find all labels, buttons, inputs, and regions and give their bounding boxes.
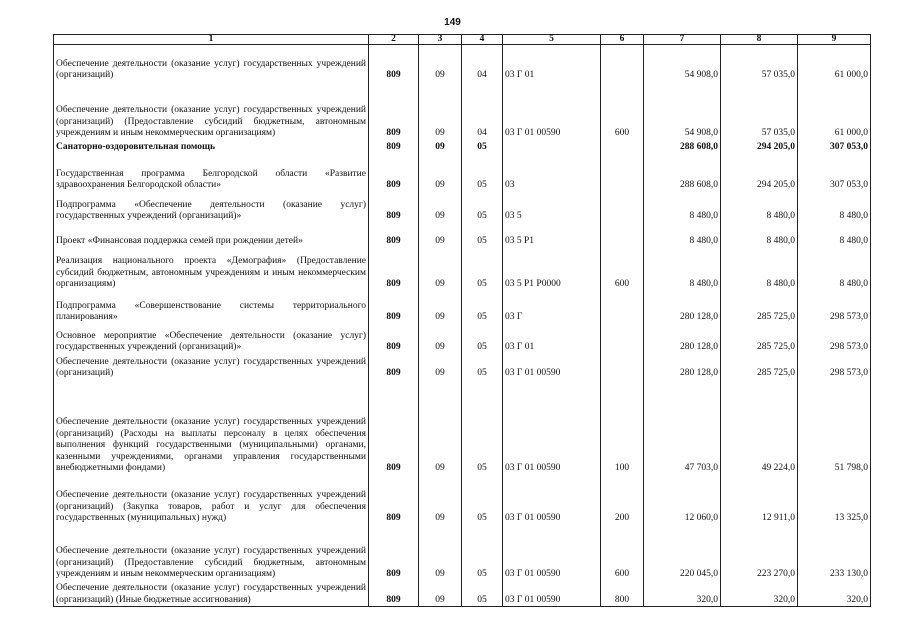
cell-amount-year3: 298 573,0 bbox=[798, 354, 871, 380]
cell-amount-year2: 57 035,0 bbox=[721, 82, 798, 140]
cell-amount-year3: 8 480,0 bbox=[798, 192, 871, 223]
cell-expense-type: 200 bbox=[601, 475, 644, 525]
cell-target-article: 03 Г 01 00590 bbox=[503, 354, 601, 380]
cell-amount-year2: 320,0 bbox=[721, 581, 798, 607]
cell-subsection: 04 bbox=[462, 45, 503, 82]
cell-amount-year3: 51 798,0 bbox=[798, 380, 871, 475]
cell-admin-code: 809 bbox=[369, 248, 419, 291]
cell-amount-year2: 223 270,0 bbox=[721, 525, 798, 581]
header-cell: 1 bbox=[54, 35, 369, 45]
cell-subsection: 05 bbox=[462, 324, 503, 354]
cell-target-article: 03 bbox=[503, 154, 601, 192]
row-description: Реализация национального проекта «Демография» (Предоставление субсидий бюджетным, автономным учреждениям и иным некоммерческим организациям) bbox=[54, 248, 369, 291]
row-description: Обеспечение деятельности (оказание услуг) государственных учреждений (организаций) (Предоставление субсидий бюджетным, автономным учреждениям и иным некоммерческим организациям) bbox=[54, 82, 369, 140]
cell-admin-code: 809 bbox=[369, 324, 419, 354]
cell-target-article: 03 Г 01 00590 bbox=[503, 525, 601, 581]
row-description: Обеспечение деятельности (оказание услуг) государственных учреждений (организаций) (Иные бюджетные ассигнования) bbox=[54, 581, 369, 607]
cell-amount-year1: 12 060,0 bbox=[644, 475, 721, 525]
cell-expense-type bbox=[601, 291, 644, 324]
cell-section: 09 bbox=[419, 223, 462, 248]
cell-target-article: 03 Г 01 00590 bbox=[503, 581, 601, 607]
table-row bbox=[54, 223, 871, 248]
row-description: Обеспечение деятельности (оказание услуг) государственных учреждений (организаций) bbox=[54, 354, 369, 380]
cell-amount-year2: 285 725,0 bbox=[721, 324, 798, 354]
cell-amount-year2: 8 480,0 bbox=[721, 192, 798, 223]
row-description: Обеспечение деятельности (оказание услуг) государственных учреждений (организаций) (Закупка товаров, работ и услуг для обеспечения государственных (муниципальных) нужд) bbox=[54, 475, 369, 525]
cell-amount-year3: 8 480,0 bbox=[798, 248, 871, 291]
cell-section: 09 bbox=[419, 525, 462, 581]
header-cell: 7 bbox=[644, 35, 721, 45]
cell-admin-code: 809 bbox=[369, 82, 419, 140]
page-number: 149 bbox=[444, 17, 461, 28]
cell-expense-type: 800 bbox=[601, 581, 644, 607]
cell-amount-year1: 54 908,0 bbox=[644, 45, 721, 82]
cell-amount-year1: 8 480,0 bbox=[644, 192, 721, 223]
cell-amount-year3: 61 000,0 bbox=[798, 45, 871, 82]
cell-target-article: 03 5 bbox=[503, 192, 601, 223]
cell-admin-code: 809 bbox=[369, 192, 419, 223]
row-description: Санаторно-оздоровительная помощь bbox=[54, 140, 369, 154]
cell-subsection: 05 bbox=[462, 525, 503, 581]
cell-amount-year2: 12 911,0 bbox=[721, 475, 798, 525]
cell-admin-code: 809 bbox=[369, 291, 419, 324]
cell-amount-year1: 320,0 bbox=[644, 581, 721, 607]
cell-expense-type bbox=[601, 140, 644, 154]
header-cell: 8 bbox=[721, 35, 798, 45]
cell-admin-code: 809 bbox=[369, 154, 419, 192]
cell-expense-type bbox=[601, 154, 644, 192]
table-row bbox=[54, 581, 871, 607]
cell-target-article: 03 5 P1 bbox=[503, 223, 601, 248]
cell-subsection: 05 bbox=[462, 581, 503, 607]
cell-target-article: 03 Г 01 00590 bbox=[503, 475, 601, 525]
table-row bbox=[54, 291, 871, 324]
cell-target-article: 03 Г 01 00590 bbox=[503, 380, 601, 475]
cell-amount-year1: 288 608,0 bbox=[644, 154, 721, 192]
cell-amount-year2: 8 480,0 bbox=[721, 248, 798, 291]
cell-section: 09 bbox=[419, 154, 462, 192]
cell-amount-year1: 54 908,0 bbox=[644, 82, 721, 140]
cell-amount-year1: 288 608,0 bbox=[644, 140, 721, 154]
cell-amount-year3: 8 480,0 bbox=[798, 223, 871, 248]
cell-section: 09 bbox=[419, 140, 462, 154]
cell-amount-year2: 8 480,0 bbox=[721, 223, 798, 248]
cell-expense-type bbox=[601, 45, 644, 82]
cell-amount-year1: 47 703,0 bbox=[644, 380, 721, 475]
cell-amount-year1: 220 045,0 bbox=[644, 525, 721, 581]
cell-amount-year2: 294 205,0 bbox=[721, 140, 798, 154]
cell-section: 09 bbox=[419, 82, 462, 140]
cell-section: 09 bbox=[419, 380, 462, 475]
cell-expense-type bbox=[601, 192, 644, 223]
cell-section: 09 bbox=[419, 192, 462, 223]
cell-section: 09 bbox=[419, 581, 462, 607]
table-row bbox=[54, 154, 871, 192]
header-cell: 2 bbox=[369, 35, 419, 45]
table-row bbox=[54, 192, 871, 223]
cell-amount-year2: 57 035,0 bbox=[721, 45, 798, 82]
cell-admin-code: 809 bbox=[369, 380, 419, 475]
cell-expense-type: 100 bbox=[601, 380, 644, 475]
cell-target-article: 03 Г 01 00590 bbox=[503, 82, 601, 140]
cell-target-article bbox=[503, 140, 601, 154]
cell-amount-year3: 307 053,0 bbox=[798, 140, 871, 154]
cell-subsection: 05 bbox=[462, 380, 503, 475]
table-row bbox=[54, 380, 871, 475]
cell-admin-code: 809 bbox=[369, 581, 419, 607]
cell-amount-year2: 285 725,0 bbox=[721, 291, 798, 324]
row-description: Обеспечение деятельности (оказание услуг) государственных учреждений (организаций) (Предоставление субсидий бюджетным, автономным учреждениям и иным некоммерческим организациям) bbox=[54, 525, 369, 581]
table-row bbox=[54, 525, 871, 581]
cell-expense-type: 600 bbox=[601, 525, 644, 581]
header-cell: 5 bbox=[503, 35, 601, 45]
header-cell: 4 bbox=[462, 35, 503, 45]
cell-admin-code: 809 bbox=[369, 140, 419, 154]
row-description: Проект «Финансовая поддержка семей при рождении детей» bbox=[54, 223, 369, 248]
cell-amount-year2: 285 725,0 bbox=[721, 354, 798, 380]
cell-expense-type bbox=[601, 354, 644, 380]
cell-amount-year1: 280 128,0 bbox=[644, 324, 721, 354]
cell-target-article: 03 Г bbox=[503, 291, 601, 324]
cell-section: 09 bbox=[419, 354, 462, 380]
cell-subsection: 05 bbox=[462, 291, 503, 324]
budget-table bbox=[53, 34, 871, 607]
cell-subsection: 05 bbox=[462, 192, 503, 223]
cell-section: 09 bbox=[419, 324, 462, 354]
table-row bbox=[54, 324, 871, 354]
cell-amount-year2: 294 205,0 bbox=[721, 154, 798, 192]
cell-amount-year3: 61 000,0 bbox=[798, 82, 871, 140]
cell-expense-type: 600 bbox=[601, 248, 644, 291]
cell-subsection: 05 bbox=[462, 475, 503, 525]
cell-section: 09 bbox=[419, 291, 462, 324]
table-row bbox=[54, 82, 871, 140]
cell-section: 09 bbox=[419, 248, 462, 291]
row-description: Подпрограмма «Обеспечение деятельности (оказание услуг) государственных учреждений (организаций)» bbox=[54, 192, 369, 223]
cell-amount-year1: 280 128,0 bbox=[644, 354, 721, 380]
cell-target-article: 03 Г 01 bbox=[503, 45, 601, 82]
cell-amount-year3: 320,0 bbox=[798, 581, 871, 607]
cell-expense-type: 600 bbox=[601, 82, 644, 140]
cell-section: 09 bbox=[419, 475, 462, 525]
header-cell: 6 bbox=[601, 35, 644, 45]
cell-subsection: 05 bbox=[462, 354, 503, 380]
cell-admin-code: 809 bbox=[369, 525, 419, 581]
cell-admin-code: 809 bbox=[369, 475, 419, 525]
header-cell: 9 bbox=[798, 35, 871, 45]
cell-amount-year3: 298 573,0 bbox=[798, 324, 871, 354]
cell-target-article: 03 Г 01 bbox=[503, 324, 601, 354]
cell-amount-year1: 8 480,0 bbox=[644, 248, 721, 291]
row-description: Обеспечение деятельности (оказание услуг) государственных учреждений (организаций) (Расходы на выплаты персоналу в целях обеспечения выполнения функций государственными (муниципальными) органами, казенными учреждениями, органами управления государственными внебюджетными фондами) bbox=[54, 380, 369, 475]
cell-amount-year2: 49 224,0 bbox=[721, 380, 798, 475]
row-description: Подпрограмма «Совершенствование системы территориального планирования» bbox=[54, 291, 369, 324]
cell-amount-year3: 307 053,0 bbox=[798, 154, 871, 192]
cell-admin-code: 809 bbox=[369, 354, 419, 380]
table-row bbox=[54, 475, 871, 525]
cell-amount-year3: 13 325,0 bbox=[798, 475, 871, 525]
cell-amount-year3: 298 573,0 bbox=[798, 291, 871, 324]
cell-amount-year3: 233 130,0 bbox=[798, 525, 871, 581]
cell-target-article: 03 5 P1 P0000 bbox=[503, 248, 601, 291]
row-description: Обеспечение деятельности (оказание услуг) государственных учреждений (организаций) bbox=[54, 45, 369, 82]
cell-expense-type bbox=[601, 223, 644, 248]
header-cell: 3 bbox=[419, 35, 462, 45]
cell-admin-code: 809 bbox=[369, 45, 419, 82]
row-description: Основное мероприятие «Обеспечение деятельности (оказание услуг) государственных учреждений (организаций)» bbox=[54, 324, 369, 354]
cell-admin-code: 809 bbox=[369, 223, 419, 248]
table-row bbox=[54, 140, 871, 154]
cell-amount-year1: 8 480,0 bbox=[644, 223, 721, 248]
cell-expense-type bbox=[601, 324, 644, 354]
cell-subsection: 05 bbox=[462, 223, 503, 248]
table-row bbox=[54, 354, 871, 380]
cell-subsection: 04 bbox=[462, 82, 503, 140]
cell-subsection: 05 bbox=[462, 154, 503, 192]
cell-subsection: 05 bbox=[462, 140, 503, 154]
table-row bbox=[54, 45, 871, 82]
table-row bbox=[54, 248, 871, 291]
cell-amount-year1: 280 128,0 bbox=[644, 291, 721, 324]
row-description: Государственная программа Белгородской области «Развитие здравоохранения Белгородской области» bbox=[54, 154, 369, 192]
header-row bbox=[54, 35, 871, 45]
cell-subsection: 05 bbox=[462, 248, 503, 291]
cell-section: 09 bbox=[419, 45, 462, 82]
